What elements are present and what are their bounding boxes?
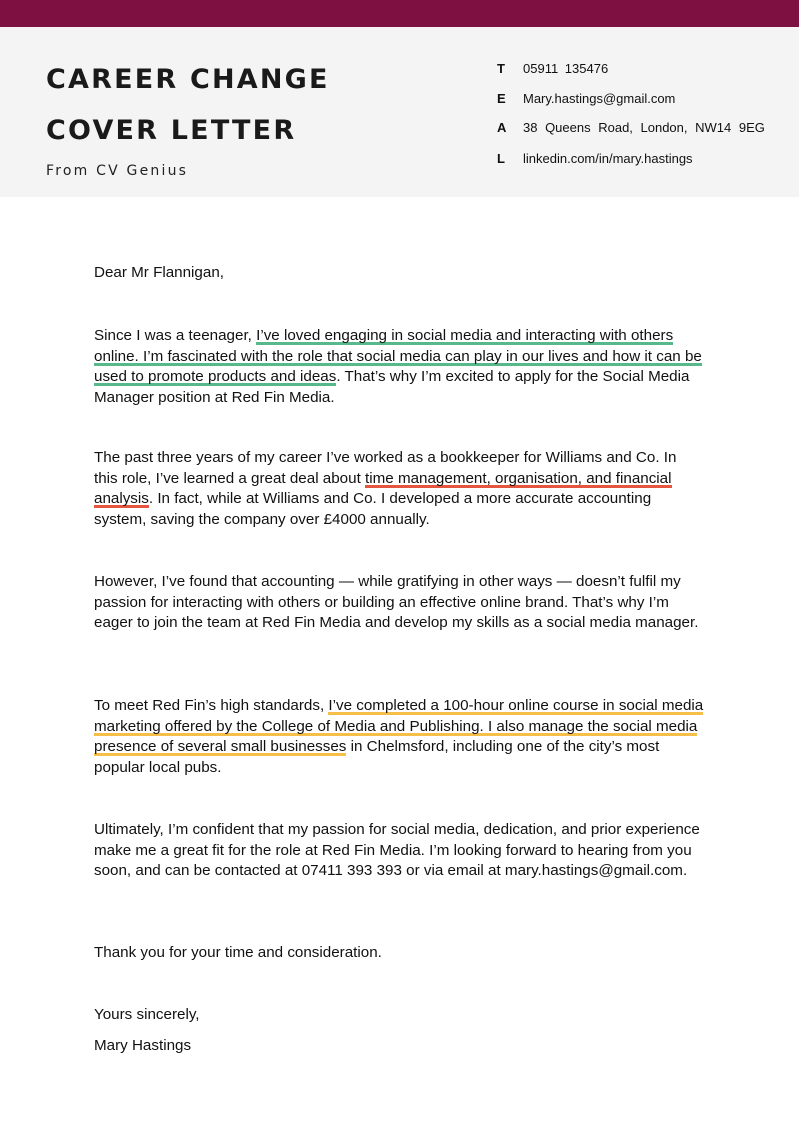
linkedin-icon: L (497, 151, 505, 166)
highlighted-phrase: time management, organisation, and financial analysis (94, 469, 672, 508)
document-subtitle: From CV Genius (46, 163, 189, 179)
paragraph-text: Since I was a teenager, (94, 327, 257, 345)
paragraph-text: in Chelmsford, including one of the city’s most popular local pubs. (94, 738, 660, 776)
top-accent-bar (0, 0, 799, 27)
contact-linkedin (497, 151, 787, 171)
paragraph-text: . In fact, while at Williams and Co. I developed a more accurate accounting system, saving the company over £4000 annually. (94, 490, 652, 528)
letter-greeting: Dear Mr Flannigan, (94, 264, 224, 282)
document-title-line-2: COVER LETTER (46, 115, 297, 146)
contact-phone (497, 61, 787, 81)
letter-paragraph-3: However, I’ve found that accounting — while gratifying in other ways — doesn’t fulfil my passion for interacting with others or building an effective online brand. That’s why I’m eager to join the team at Red Fin Media and develop my skills as a social media manager. (94, 573, 699, 632)
paragraph-text: . That’s why I’m excited to apply for the Social Media Manager position at Red Fin Media. (94, 368, 690, 406)
letter-paragraph-4 (94, 696, 704, 778)
contact-phone-value: 05911 135476 (523, 61, 609, 76)
letter-paragraph-1 (94, 326, 704, 408)
letter-closing: Yours sincerely, (94, 1006, 200, 1024)
paragraph-text: The past three years of my career I’ve worked as a bookkeeper for Williams and Co. In this role, I’ve learned a great deal about (94, 449, 677, 487)
contact-email (497, 91, 787, 111)
contact-linkedin-value: linkedin.com/in/mary.hastings (523, 151, 693, 166)
phone-icon: T (497, 61, 505, 76)
highlighted-phrase: I’ve completed a 100-hour online course in social media marketing offered by the College of Media and Publishing. I also manage the social media presence of several small businesses (94, 697, 704, 756)
document-title-line-1: CAREER CHANGE (46, 64, 330, 95)
paragraph-text: To meet Red Fin’s high standards, (94, 697, 329, 715)
signature-name: Mary Hastings (94, 1037, 192, 1055)
address-icon: A (497, 120, 507, 135)
contact-address (497, 120, 787, 140)
contact-address-value: 38 Queens Road, London, NW14 9EG (523, 120, 765, 135)
letter-thanks: Thank you for your time and consideration. (94, 944, 382, 962)
contact-email-value: Mary.hastings@gmail.com (523, 91, 676, 106)
letter-paragraph-2 (94, 448, 704, 530)
letter-paragraph-5: Ultimately, I’m confident that my passion for social media, dedication, and prior experience make me a great fit for the role at Red Fin Media. I’m looking forward to hearing from you soon, and can be contacted at 07411 393 393 or via email at mary.hastings@gmail.com. (94, 821, 700, 880)
highlighted-phrase: I’ve loved engaging in social media and interacting with others online. I’m fascinated with the role that social media can play in our lives and how it can be used to promote products and ideas (94, 327, 702, 386)
header (0, 27, 799, 197)
email-icon: E (497, 91, 506, 106)
